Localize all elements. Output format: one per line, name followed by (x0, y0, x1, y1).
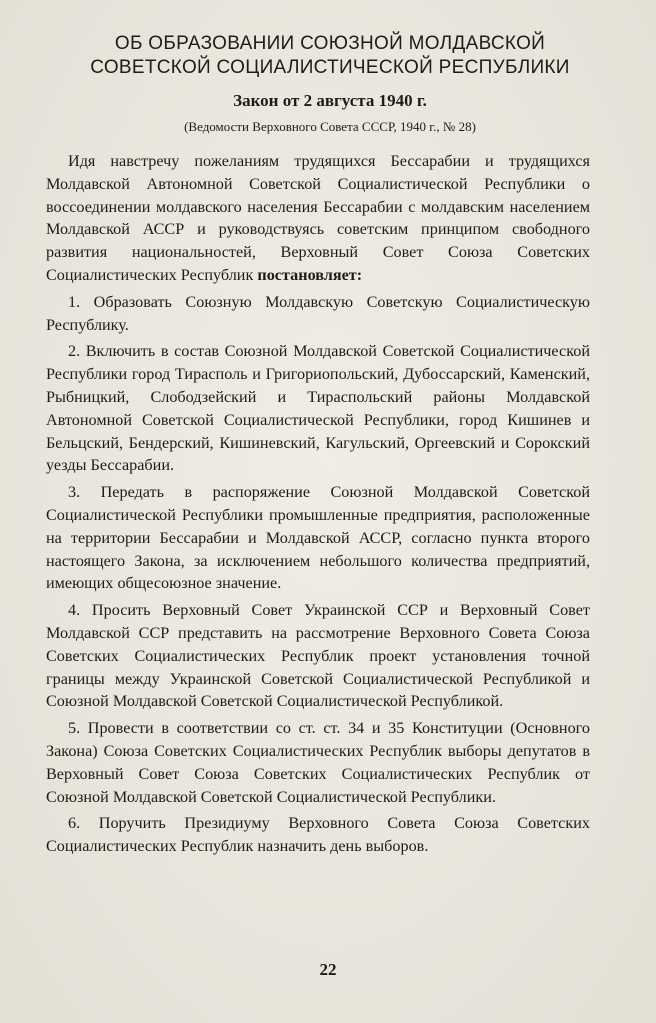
law-body (46, 150, 590, 858)
article-6: 6. Поручить Президиуму Верховного Совета Союза Советских Социалистических Республик назначить день выборов. (46, 814, 590, 856)
article-5: 5. Провести в соответствии со ст. ст. 34 и 35 Конституции (Основного Закона) Союза Советских Социалистических Республик выборы депутатов в Верховный Совет Союза Советских Социалистических Республик от Союзной Молдавской Советской Социалистической Республики. (46, 719, 590, 806)
article-3: 3. Передать в распоряжение Союзной Молдавской Советской Социалистической Республики промышленные предприятия, расположенные на территории Бессарабии и Молдавской АССР, согласно пункта второго настоящего Закона, за исключением небольшого количества предприятий, имеющих общесоюзное значение. (46, 483, 590, 593)
preamble-paragraph (46, 150, 590, 287)
article-2: 2. Включить в состав Союзной Молдавской Советской Социалистической Республики город Тирасполь и Григориопольский, Дубоссарский, Каменский, Рыбницкий, Слободзейский и Тираспольский районы Молдавской Автономной Советской Социалистической Республики, город Кишинев и Бельцский, Бендерский, Кишиневский, Кагульский, Оргеевский и Сорокский уезды Бессарабии. (46, 342, 590, 475)
page-number: 22 (319, 960, 337, 979)
preamble-keyword: постановляет: (257, 265, 363, 284)
document-title-line-2: СОВЕТСКОЙ СОЦИАЛИСТИЧЕСКОЙ РЕСПУБЛИКИ (90, 57, 570, 78)
law-heading: Закон от 2 августа 1940 г. (233, 91, 427, 110)
document-title-line-1: ОБ ОБРАЗОВАНИИ СОЮЗНОЙ МОЛДАВСКОЙ (114, 33, 546, 54)
source-citation: (Ведомости Верховного Совета СССР, 1940 г., № 28) (184, 119, 476, 134)
article-1: 1. Образовать Союзную Молдавскую Советскую Социалистическую Республику. (46, 292, 590, 334)
preamble-text: Идя навстречу пожеланиям трудящихся Бессарабии и трудящихся Молдавской Автономной Советской Социалистической Республики о воссоединении молдавского населения Бессарабии с молдавским населением Молдавской АССР и руководствуясь советским принципом свободного развития национальностей, Верховный Совет Союза Советских Социалистических Республик (46, 152, 590, 284)
article-4: 4. Просить Верховный Совет Украинской ССР и Верховный Совет Молдавской ССР представить на рассмотрение Верховного Совета Союза Советских Социалистических Республик проект установления точной границы между Украинской Советской Социалистической Республикой и Союзной Молдавской Советской Социалистической Республикой. (46, 601, 590, 711)
